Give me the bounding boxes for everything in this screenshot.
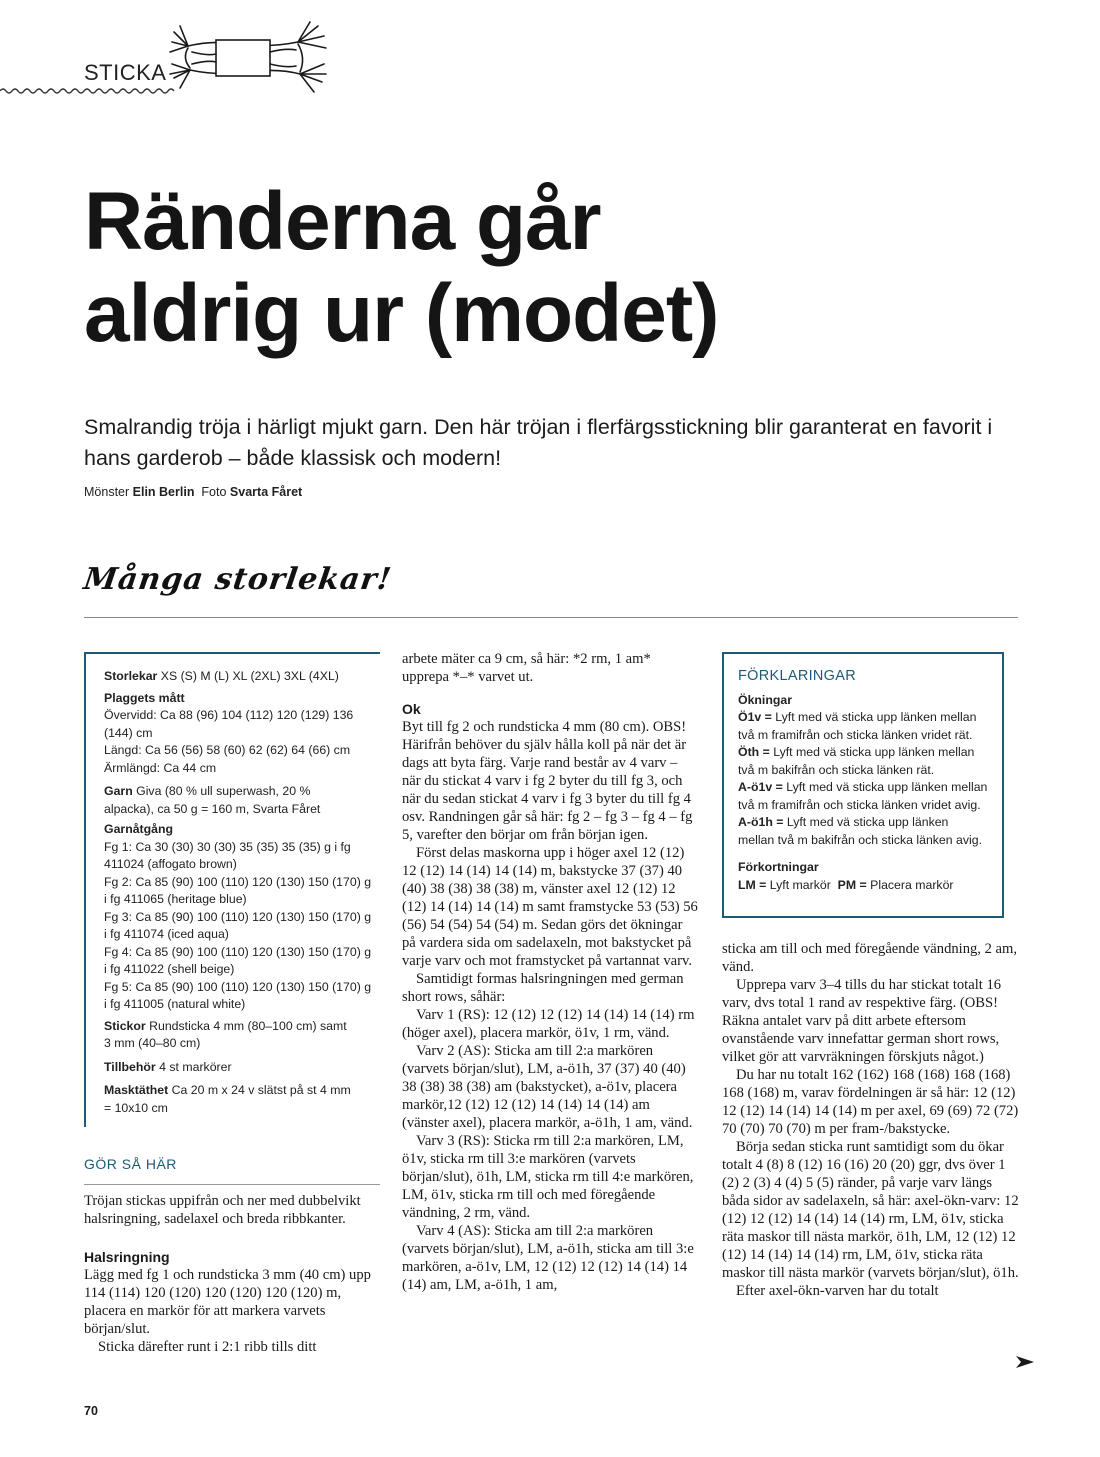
spec-yarn-amount [104,821,380,1014]
abbrev-entry: Ö1v = Lyft med vä sticka upp länken mellan två m framifrån och sticka länken vridet rät. [738,710,977,742]
yarn-skein-icon [168,18,328,98]
spec-value: 411024 (affogato brown) [104,857,237,871]
spec-label: Garnåtgång [104,822,174,836]
body-paragraph: Varv 3 (RS): Sticka rm till 2:a markören, LM, ö1v, sticka rm till 3:e markören (varvets början/slut), ö1h, LM, sticka rm till 4:e markören, LM, ö1v, sticka rm till och med föregående vändning, 2 rm, vänd. [402,1133,694,1221]
ok-heading: Ok [402,701,421,717]
script-heading: Många storlekar! [81,562,395,597]
title-line-2: aldrig ur (modet) [84,267,719,359]
halsringning-heading: Halsringning [84,1249,170,1265]
box-corner-left [722,652,736,666]
photo-label: Foto [201,485,227,499]
spec-value: Fg 1: Ca 30 (30) 30 (30) 35 (35) 35 (35) g i fg [104,839,351,854]
spec-value: alpacka), ca 50 g = 160 m, Svarta Fåret [104,801,321,816]
body-paragraph: Varv 1 (RS): 12 (12) 12 (12) 14 (14) 14 (14) rm (höger axel), placera markör, ö1v, 1 rm, vänd. [402,1007,695,1041]
spec-needles [104,1018,380,1053]
abbrev-entry: LM = Lyft markör PM = Placera markör [738,877,954,892]
spec-value: Rundsticka 4 mm (80–100 cm) samt [149,1018,347,1033]
spec-value: (144) cm [104,725,153,740]
column-1-body [84,1192,380,1356]
explanations-box [722,652,1004,918]
spec-value: Längd: Ca 56 (56) 58 (60) 62 (62) 64 (66) cm [104,743,351,757]
photo-credit: Svarta Fåret [229,485,303,499]
body-paragraph: Du har nu totalt 162 (162) 168 (168) 168 (168) 168 (168) m, varav fördelningen är så här: 12 (12) 12 (12) 14 (14) 14 (14) m per axel, 69 (69) 72 (72) 70 (70) 70 (70) m per fram-/bakstycke. [722,1067,1019,1137]
spec-value: XS (S) M (L) XL (2XL) 3XL (4XL) [160,669,339,683]
spec-measurements [104,690,380,778]
body-paragraph: Samtidigt formas halsringningen med german short rows, såhär: [402,971,684,1005]
spec-value: Fg 5: Ca 85 (90) 100 (110) 120 (130) 150 (170) g [104,979,372,994]
forkortningar-heading: Förkortningar [738,860,819,874]
abbrev-entry: Öth = Lyft med vä sticka upp länken mellan två m bakifrån och sticka länken rät. [738,745,975,777]
body-paragraph: Upprepa varv 3–4 tills du har stickat totalt 16 varv, dvs total 1 rand av respektive färg. (OBS! Räkna antalet varv på ditt arbete eftersom ovanstående varv innefattar german short rows, vilket gör att varvräkningen förskjuts något.) [722,977,1002,1065]
spec-value: i fg 411074 (iced aqua) [104,927,229,941]
wavy-divider [0,86,175,96]
spec-value: Ärmlängd: Ca 44 cm [104,760,217,775]
instructions-heading: GÖR SÅ HÄR [84,1156,177,1172]
spec-label: Masktäthet [104,1083,169,1097]
spec-notions [104,1059,380,1077]
body-paragraph: Börja sedan sticka runt samtidigt som du ökar totalt 4 (8) 8 (12) 16 (16) 20 (20) ggr, dvs över 1 (2) 2 (3) 4 (4) 5 (5) ränder, på varje varv längs båda sidor av sadelaxeln, så här: axel-ökn-varv: 12 (12) 12 (12) 14 (14) 14 (14) rm, LM, ö1v, sticka räta maskor till nästa markör, ö1h, LM, 12 (12) 12 (12) 14 (14) 14 (14) rm, LM, ö1v, sticka räta maskor till nästa markör (varvets början/slut), ö1h. [722,1139,1019,1281]
explanations-title: FÖRKLARINGAR [738,668,857,684]
body-paragraph: Efter axel-ökn-varven har du totalt [736,1283,939,1299]
abbrev-entry: A-ö1h = Lyft med vä sticka upp länken mellan två m bakifrån och sticka länken avig. [738,815,983,847]
body-paragraph: Varv 2 (AS): Sticka am till 2:a markören (varvets början/slut), LM, a-ö1h, 37 (37) 40 (40) 38 (38) 38 (38) am (bakstycket), a-ö1v, placera markör,12 (12) 12 (12) 14 (14) 14 (14) am (vänster axel), placera markör, a-ö1h, 1 am, vänd. [402,1043,693,1131]
body-paragraph: Byt till fg 2 och rundsticka 4 mm (80 cm). OBS! Härifrån behöver du själv hålla koll på när det är dags att byta färg. Varje rand består av 4 varv – när du stickat 4 varv i fg 2 byter du till fg 3, och när du sedan stickat 4 varv i fg 3 byter du till fg 4 osv. Randningen går så här: fg 2 – fg 3 – fg 4 – fg 5, varefter den börjar om från början igen. [402,719,693,843]
continue-arrow-icon [1016,1355,1034,1369]
spec-value: Fg 4: Ca 85 (90) 100 (110) 120 (130) 150 (170) g [104,944,372,959]
page-number: 70 [84,1404,98,1418]
spec-value: Giva (80 % ull superwash, 20 % [136,784,311,798]
box-corner-right [990,652,1004,666]
title-line-1: Ränderna går [84,176,601,267]
spec-value: Ca 20 m x 24 v slätst på st 4 mm [171,1083,351,1097]
box-top-border [736,652,990,654]
body-paragraph: Sticka därefter runt i 2:1 ribb tills ditt [98,1339,317,1355]
okningar-heading: Ökningar [738,692,792,707]
spec-value: i fg 411005 (natural white) [104,997,246,1011]
pattern-author: Elin Berlin [132,485,195,499]
page-title [84,176,1064,360]
heading-divider [84,617,1018,618]
spec-label: Garn [104,784,133,798]
intro-paragraph: Tröjan stickas uppifrån och ner med dubbelvikt halsringning, sadelaxel och breda ribbkanter. [84,1193,361,1227]
body-paragraph: Varv 4 (AS): Sticka am till 2:a markören (varvets början/slut), LM, a-ö1h, sticka am till 3:e markören, a-ö1v, LM, 12 (12) 12 (12) 14 (14) 14 (14) am, LM, a-ö1h, 1 am, [402,1223,694,1293]
spec-value: i fg 411022 (shell beige) [104,962,235,976]
spec-value: 3 mm (40–80 cm) [104,1036,201,1050]
spec-value: Övervidd: Ca 88 (96) 104 (112) 120 (129) 136 [104,708,354,722]
abbrev-entry: A-ö1v = Lyft med vä sticka upp länken mellan två m framifrån och sticka länken vridet avig. [738,780,988,812]
spec-label: Stickor [104,1018,146,1033]
body-paragraph: arbete mäter ca 9 cm, så här: *2 rm, 1 am* upprepa *–* varvet ut. [402,651,651,685]
spec-value: i fg 411065 (heritage blue) [104,892,247,906]
spec-yarn [104,783,380,818]
spec-gauge [104,1082,380,1117]
spec-value: 4 st markörer [159,1059,232,1074]
credits [84,485,302,499]
body-paragraph: Lägg med fg 1 och rundsticka 3 mm (40 cm) upp 114 (114) 120 (120) 120 (120) 120 (120) m, placera en markör för att markera varvets början/slut. [84,1267,371,1337]
body-paragraph: sticka am till och med föregående vändning, 2 am, vänd. [722,941,1018,975]
spec-value: Fg 2: Ca 85 (90) 100 (110) 120 (130) 150 (170) g [104,874,372,889]
instructions-divider [84,1184,380,1185]
spec-value: Fg 3: Ca 85 (90) 100 (110) 120 (130) 150 (170) g [104,909,372,924]
spec-label: Plaggets mått [104,690,185,705]
column-3-body [722,940,1022,1300]
spec-sizes [104,668,380,686]
section-tag: STICKA [84,60,167,85]
column-2-body [402,650,698,1294]
pattern-specs-box [84,652,380,1127]
spec-value: = 10x10 cm [104,1100,168,1115]
spec-label: Tillbehör [104,1059,156,1074]
body-paragraph: Först delas maskorna upp i höger axel 12 (12) 12 (12) 14 (14) 14 (14) m, bakstycke 37 (37) 40 (40) 38 (38) 38 (38) m, vänster axel 12 (12) 12 (12) 14 (14) 14 (14) m samt framstycke 53 (53) 56 (56) 54 (54) 54 (54) m. Sedan görs det ökningar på vardera sida om sadelaxeln, mot bakstycket på varje varv och mot framstycket på vartannat varv. [402,845,698,969]
lead-paragraph: Smalrandig tröja i härligt mjukt garn. Den här tröjan i flerfärgsstickning blir garanterat en favorit i hans garderob – både klassisk och modern! [84,415,993,470]
spec-label: Storlekar [104,669,158,683]
pattern-label: Mönster [84,485,130,499]
